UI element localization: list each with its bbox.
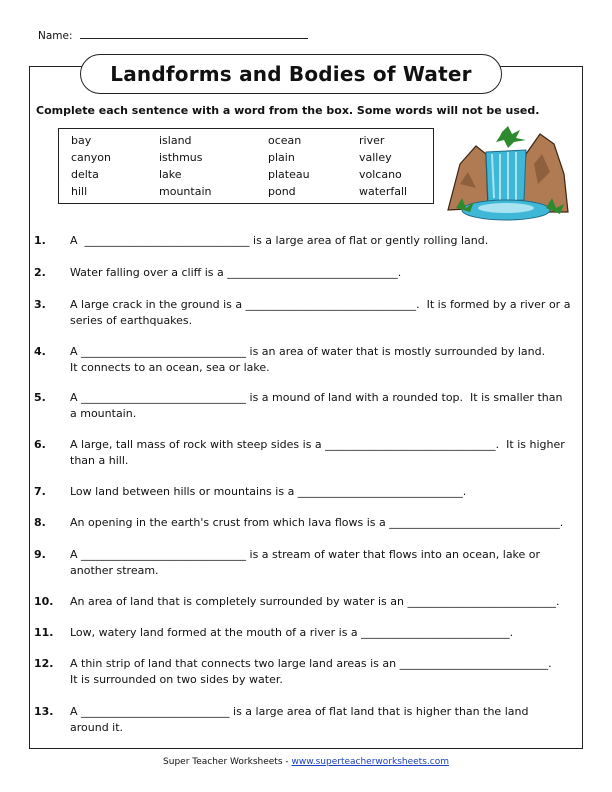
page-title [80,54,502,94]
word-canyon: canyon [71,151,111,164]
footer-prefix: Super Teacher Worksheets - [163,757,292,767]
word-valley: valley [359,151,392,164]
question-text: A ______________________________ is a stream of water that flows into an ocean, lake or another stream. [70,548,541,577]
word-hill: hill [71,185,88,198]
question-number: 11. [34,626,54,639]
name-input-line[interactable] [80,28,308,39]
word-lake: lake [159,168,182,181]
word-volcano: volcano [359,168,402,181]
question-number: 10. [34,595,54,608]
word-plateau: plateau [268,168,310,181]
word-delta: delta [71,168,99,181]
question-number: 2. [34,266,46,279]
question-text: Water falling over a cliff is a _______________________________. [70,266,402,279]
question-number: 3. [34,298,46,311]
waterfall-illustration [442,124,574,228]
question-number: 1. [34,234,46,247]
name-label: Name: [38,30,73,42]
question-text: A ______________________________ is a large area of flat or gently rolling land. [70,234,489,247]
question-text: A large, tall mass of rock with steep sides is a _______________________________. It is higher than a hill. [70,438,565,467]
question-text: Low, watery land formed at the mouth of a river is a ___________________________. [70,626,514,639]
question-number: 7. [34,485,46,498]
word-island: island [159,134,192,147]
footer [0,757,612,767]
question-text: Low land between hills or mountains is a ______________________________. [70,485,467,498]
waterfall-icon [442,124,574,224]
page-title-text: Landforms and Bodies of Water [110,62,472,86]
question-number: 8. [34,516,46,529]
question-text: A ___________________________ is a large area of flat land that is higher than the land around it. [70,705,529,734]
name-row [38,28,308,42]
question-text: A ______________________________ is an area of water that is mostly surrounded by land. It connects to an ocean, sea or lake. [70,345,546,374]
footer-link[interactable]: www.superteacherworksheets.com [291,757,449,767]
question-text: An area of land that is completely surrounded by water is an ___________________________. [70,595,560,608]
question-text: A large crack in the ground is a _______________________________. It is formed by a river or a series of earthquakes. [70,298,571,327]
instructions: Complete each sentence with a word from the box. Some words will not be used. [36,104,540,117]
question-number: 5. [34,391,46,404]
question-number: 4. [34,345,46,358]
question-number: 6. [34,438,46,451]
question-number: 12. [34,657,54,670]
word-mountain: mountain [159,185,212,198]
word-bay: bay [71,134,92,147]
question-number: 9. [34,548,46,561]
word-waterfall: waterfall [359,185,408,198]
word-box [58,128,434,204]
question-text: A thin strip of land that connects two large land areas is an ___________________________. It is surrounded on two sides by water. [70,657,552,686]
word-plain: plain [268,151,295,164]
word-isthmus: isthmus [159,151,203,164]
word-ocean: ocean [268,134,302,147]
question-number: 13. [34,705,54,718]
word-river: river [359,134,385,147]
word-pond: pond [268,185,296,198]
question-text: An opening in the earth's crust from which lava flows is a _______________________________. [70,516,564,529]
question-text: A ______________________________ is a mound of land with a rounded top. It is smaller than a mountain. [70,391,563,420]
